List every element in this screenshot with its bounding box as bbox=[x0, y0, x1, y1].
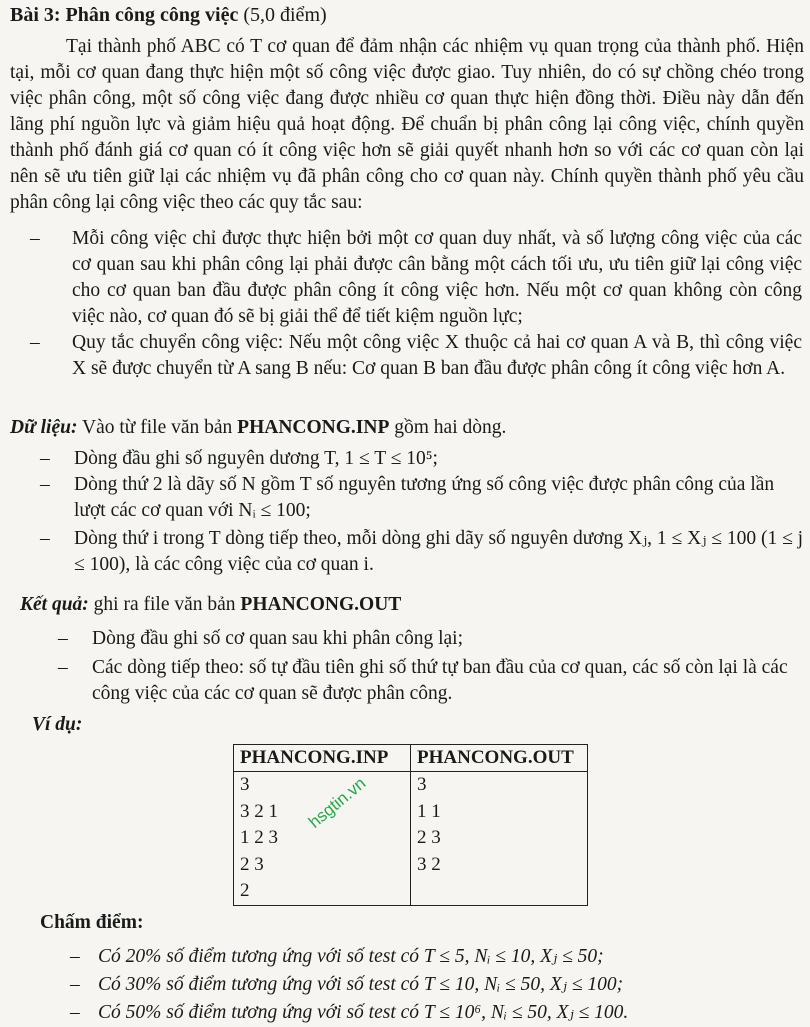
scoring-item: – Có 50% số điểm tương ứng với số test có T ≤ 10⁶, Nᵢ ≤ 50, Xⱼ ≤ 100. bbox=[70, 1002, 629, 1023]
output-label: Kết quả: bbox=[20, 594, 89, 615]
output-line: 2 3 bbox=[417, 827, 441, 848]
input-label: Dữ liệu: bbox=[10, 417, 78, 438]
scoring-item-text: Có 30% số điểm tương ứng với số test có T ≤ 10, Nᵢ ≤ 50, Xⱼ ≤ 100; bbox=[98, 974, 624, 995]
input-item: – Dòng đầu ghi số nguyên dương T, 1 ≤ T ≤ 10⁵; bbox=[40, 446, 804, 472]
output-item: – Dòng đầu ghi số cơ quan sau khi phân công lại; bbox=[58, 626, 798, 652]
header-input: PHANCONG.INP bbox=[234, 745, 411, 772]
output-item: – Các dòng tiếp theo: số tự đầu tiên ghi số thứ tự ban đầu của cơ quan, các số còn lại là các công việc của các cơ quan sẽ được phân công. bbox=[58, 655, 798, 707]
scoring-label: Chấm điểm: bbox=[40, 912, 144, 933]
input-line: 3 bbox=[240, 774, 250, 795]
output-filename: PHANCONG.OUT bbox=[240, 594, 402, 615]
title-points: (5,0 điểm) bbox=[243, 4, 327, 26]
output-heading bbox=[20, 592, 401, 618]
output-item-text: Dòng đầu ghi số cơ quan sau khi phân công lại; bbox=[92, 628, 463, 649]
input-item: – Dòng thứ 2 là dãy số N gồm T số nguyên tương ứng số công việc được phân công của lần lượt các cơ quan với Nᵢ ≤ 100; bbox=[40, 472, 804, 524]
rule-text: Quy tắc chuyển công việc: Nếu một công việc X thuộc cả hai cơ quan A và B, thì công việc X sẽ được chuyển từ A sang B nếu: Cơ quan B ban đầu được phân công ít công việc hơn A. bbox=[72, 332, 802, 379]
table-body-row bbox=[234, 772, 588, 906]
example-table bbox=[233, 744, 588, 906]
intro-text: Tại thành phố ABC có T cơ quan để đảm nhận các nhiệm vụ quan trọng của thành phố. Hiện tại, mỗi cơ quan đang thực hiện một số công việc được giao. Tuy nhiên, do có sự chồng chéo trong việc phân công, một số công việc đang được nhiều cơ quan thực hiện đồng thời. Điều này dẫn đến lãng phí nguồn lực và giảm hiệu quả hoạt động. Để chuẩn bị phân công lại công việc, chính quyền thành phố đánh giá cơ quan có ít công việc hơn sẽ giải quyết nhanh hơn so với các cơ quan còn lại nên sẽ ưu tiên giữ lại các nhiệm vụ đã phân công cho cơ quan này. Chính quyền thành phố yêu cầu phân công lại công việc theo các quy tắc sau: bbox=[10, 36, 804, 213]
input-heading bbox=[10, 415, 506, 441]
input-item-text: Dòng đầu ghi số nguyên dương T, 1 ≤ T ≤ 10⁵; bbox=[74, 448, 438, 469]
output-line: 3 bbox=[417, 774, 427, 795]
input-filename: PHANCONG.INP bbox=[237, 417, 390, 438]
problem-title bbox=[10, 2, 327, 28]
output-line: 3 2 bbox=[417, 853, 441, 875]
output-text-pre: ghi ra file văn bản bbox=[93, 594, 236, 615]
title-text: Bài 3: Phân công công việc bbox=[10, 4, 239, 26]
input-item-text: Dòng thứ 2 là dãy số N gồm T số nguyên tương ứng số công việc được phân công của lần lượt các cơ quan với Nᵢ ≤ 100; bbox=[74, 474, 775, 521]
input-item: – Dòng thứ i trong T dòng tiếp theo, mỗi dòng ghi dãy số nguyên dương Xⱼ, 1 ≤ Xⱼ ≤ 100 (1 ≤ j ≤ 100), là các công việc của cơ quan i. bbox=[40, 526, 804, 578]
example-label: Ví dụ: bbox=[32, 714, 83, 735]
rule-item: – Quy tắc chuyển công việc: Nếu một công việc X thuộc cả hai cơ quan A và B, thì công việc X sẽ được chuyển từ A sang B nếu: Cơ quan B ban đầu được phân công ít công việc hơn A. bbox=[30, 330, 802, 382]
scoring-item-text: Có 50% số điểm tương ứng với số test có T ≤ 10⁶, Nᵢ ≤ 50, Xⱼ ≤ 100. bbox=[98, 1002, 629, 1023]
table-header-row bbox=[234, 745, 588, 772]
rule-item: – Mỗi công việc chỉ được thực hiện bởi một cơ quan duy nhất, và số lượng công việc của các cơ quan sau khi phân công lại phải được cân bằng một cách tối ưu, ưu tiên giữ lại công việc cho cơ quan ban đầu được phân công ít công việc hơn. Nếu một cơ quan không còn công việc nào, cơ quan đó sẽ bị giải thể để tiết kiệm nguồn lực; bbox=[30, 226, 802, 330]
header-output: PHANCONG.OUT bbox=[411, 745, 588, 772]
scoring-item-text: Có 20% số điểm tương ứng với số test có T ≤ 5, Nᵢ ≤ 10, Xⱼ ≤ 50; bbox=[98, 946, 604, 967]
input-line: 2 3 bbox=[240, 853, 264, 875]
intro-paragraph bbox=[10, 34, 804, 216]
output-cell bbox=[411, 772, 588, 906]
output-line: 1 1 bbox=[417, 800, 441, 822]
input-cell bbox=[234, 772, 411, 906]
rule-text: Mỗi công việc chỉ được thực hiện bởi một cơ quan duy nhất, và số lượng công việc của các cơ quan sau khi phân công lại phải được cân bằng một cách tối ưu, ưu tiên giữ lại công việc cho cơ quan ban đầu được phân công ít công việc hơn. Nếu một cơ quan không còn công việc nào, cơ quan đó sẽ bị giải thể để tiết kiệm nguồn lực; bbox=[72, 228, 802, 327]
input-line: 1 2 3 bbox=[240, 827, 278, 848]
input-text-pre: Vào từ file văn bản bbox=[82, 417, 233, 438]
output-item-text: Các dòng tiếp theo: số tự đầu tiên ghi số thứ tự ban đầu của cơ quan, các số còn lại là các công việc của các cơ quan sẽ được phân công. bbox=[92, 657, 788, 704]
input-line: 3 2 1 bbox=[240, 800, 278, 822]
watermark-text: hsgtin.vn bbox=[304, 773, 370, 832]
input-item-text: Dòng thứ i trong T dòng tiếp theo, mỗi dòng ghi dãy số nguyên dương Xⱼ, 1 ≤ Xⱼ ≤ 100 (1 ≤ j ≤ 100), là các công việc của cơ quan i. bbox=[74, 528, 804, 575]
scoring-item: – Có 30% số điểm tương ứng với số test có T ≤ 10, Nᵢ ≤ 50, Xⱼ ≤ 100; bbox=[70, 974, 624, 995]
scoring-item: – Có 20% số điểm tương ứng với số test có T ≤ 5, Nᵢ ≤ 10, Xⱼ ≤ 50; bbox=[70, 946, 604, 967]
input-text-post: gồm hai dòng. bbox=[394, 417, 507, 438]
input-line: 2 bbox=[240, 880, 250, 901]
